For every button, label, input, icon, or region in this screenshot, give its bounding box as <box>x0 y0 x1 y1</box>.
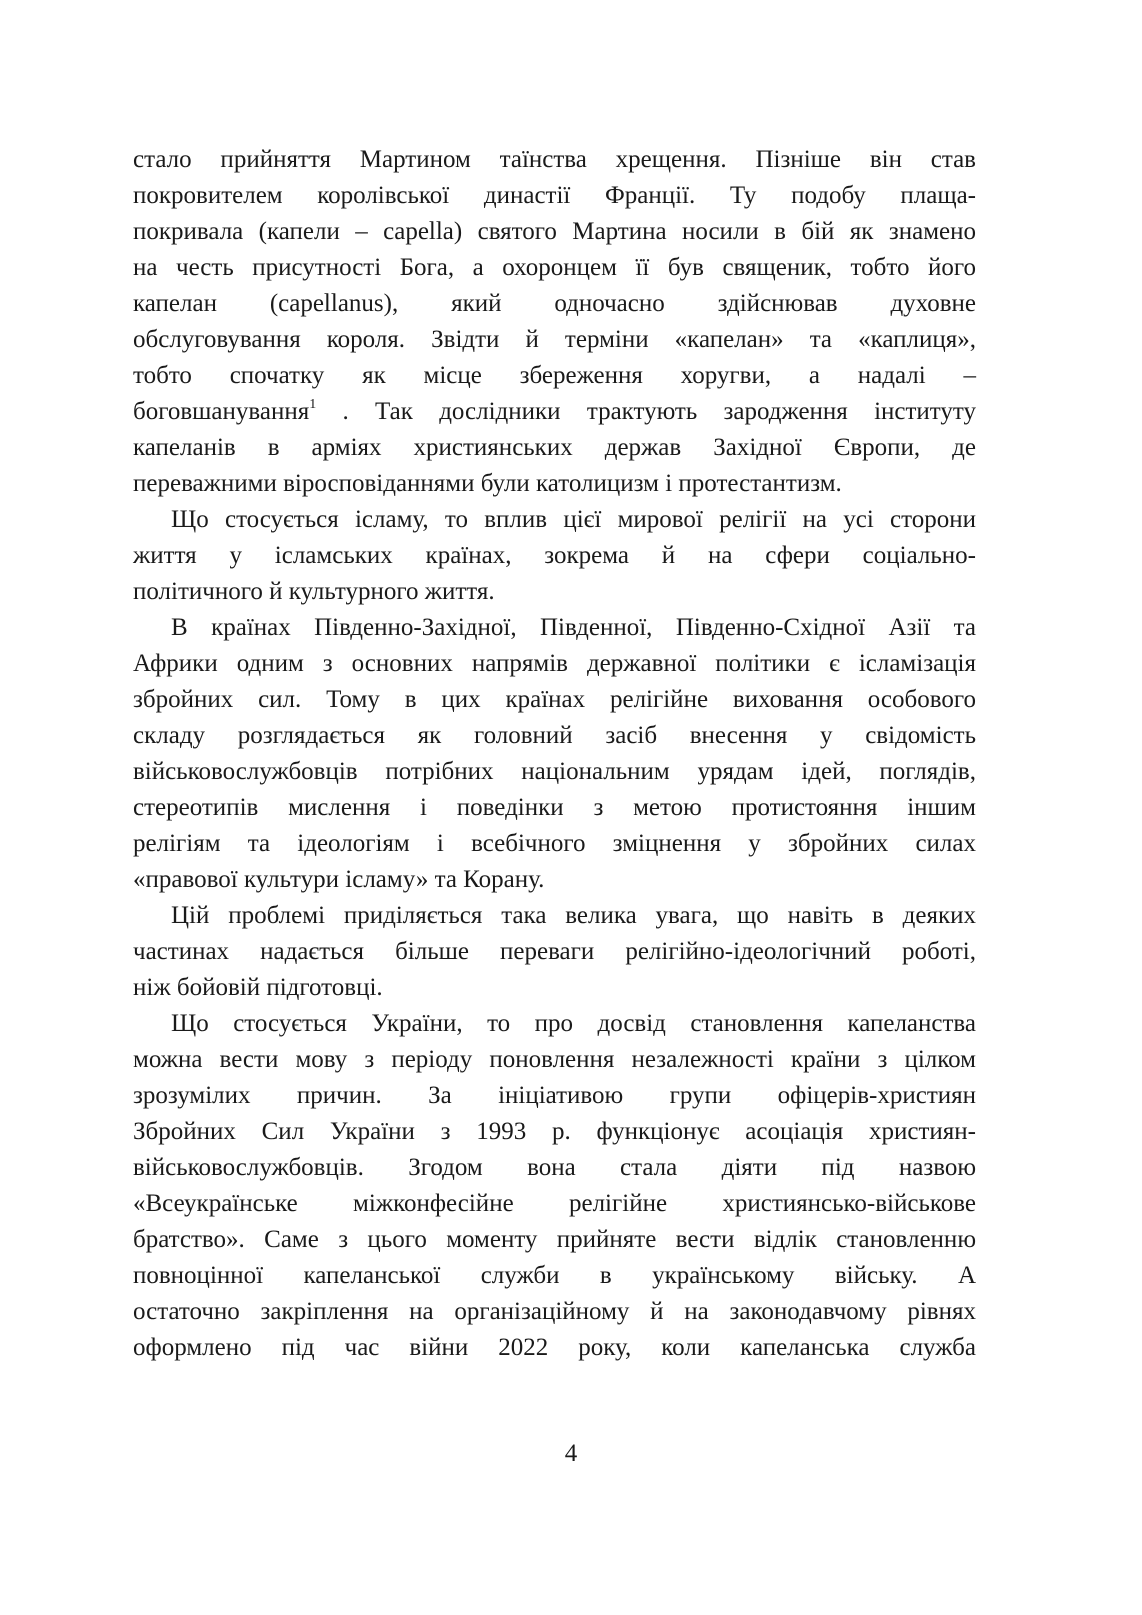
text-line: оформлено під час війни 2022 року, коли капеланська служба <box>133 1334 976 1361</box>
text-line: релігіям та ідеологіям і всебічного зміцнення у збройних силах <box>133 830 976 857</box>
text-line: «Всеукраїнське міжконфесійне релігійне християнсько-військове <box>133 1190 976 1217</box>
text-line: обслуговування короля. Звідти й терміни «капелан» та «каплиця», <box>133 326 976 353</box>
paragraph <box>133 1006 976 1366</box>
text-line: капелан (capellanus), який одночасно здійснював духовне <box>133 290 976 317</box>
text-line: політичного й культурного життя. <box>133 578 495 605</box>
text-line: В країнах Південно-Західної, Південної, Південно-Східної Азії та <box>171 614 976 641</box>
footnote-reference[interactable]: 1 <box>309 397 317 412</box>
text-line: життя у ісламських країнах, зокрема й на сфери соціально- <box>133 542 976 569</box>
text-line: стало прийняття Мартином таїнства хрещення. Пізніше він став <box>133 146 976 173</box>
text-line: можна вести мову з періоду поновлення незалежності країни з цілком <box>133 1046 976 1073</box>
text-line: частинах надається більше переваги релігійно-ідеологічний роботі, <box>133 938 976 965</box>
text-line: складу розглядається як головний засіб внесення у свідомість <box>133 722 976 749</box>
text-line: переважними віросповіданнями були католицизм і протестантизм. <box>133 470 842 497</box>
text-fragment: . Так дослідники трактують зародження інституту <box>316 398 976 425</box>
paragraph <box>133 610 976 898</box>
paragraph <box>133 502 976 610</box>
paragraph <box>133 898 976 1006</box>
page-number: 4 <box>564 1440 578 1467</box>
text-line: Збройних Сил України з 1993 р. функціонує асоціація християн- <box>133 1118 976 1145</box>
text-line: тобто спочатку як місце збереження хоругви, а надалі – <box>133 362 976 389</box>
text-line <box>133 394 976 430</box>
text-line: зрозумілих причин. За ініціативою групи офіцерів-християн <box>133 1082 976 1109</box>
document-body <box>133 142 976 1366</box>
text-line: збройних сил. Тому в цих країнах релігійне виховання особового <box>133 686 976 713</box>
paragraph <box>133 142 976 502</box>
text-line: Що стосується ісламу, то вплив цієї мирової релігії на усі сторони <box>171 506 976 533</box>
text-line: стереотипів мислення і поведінки з метою протистояння іншим <box>133 794 976 821</box>
text-line: Африки одним з основних напрямів державної політики є ісламізація <box>133 650 976 677</box>
text-fragment: боговшанування <box>133 398 310 425</box>
text-line: покривала (капели – capella) святого Мартина носили в бій як знамено <box>133 218 976 245</box>
text-line: покровителем королівської династії Франції. Ту подобу плаща- <box>133 182 976 209</box>
text-line: «правової культури ісламу» та Корану. <box>133 866 545 893</box>
text-line: Цій проблемі приділяється така велика увага, що навіть в деяких <box>171 902 976 929</box>
text-line: капеланів в арміях християнських держав Західної Європи, де <box>133 434 976 461</box>
text-line: військовослужбовців. Згодом вона стала діяти під назвою <box>133 1154 976 1181</box>
text-line: на честь присутності Бога, а охоронцем її був священик, тобто його <box>133 254 976 281</box>
text-line: повноцінної капеланської служби в українському війську. А <box>133 1262 976 1289</box>
text-line: військовослужбовців потрібних національним урядам ідей, поглядів, <box>133 758 976 785</box>
text-line: ніж бойовій підготовці. <box>133 974 383 1001</box>
text-line: остаточно закріплення на організаційному й на законодавчому рівнях <box>133 1298 976 1325</box>
text-line: братство». Саме з цього моменту прийняте вести відлік становленню <box>133 1226 976 1253</box>
text-line: Що стосується України, то про досвід становлення капеланства <box>171 1010 976 1037</box>
